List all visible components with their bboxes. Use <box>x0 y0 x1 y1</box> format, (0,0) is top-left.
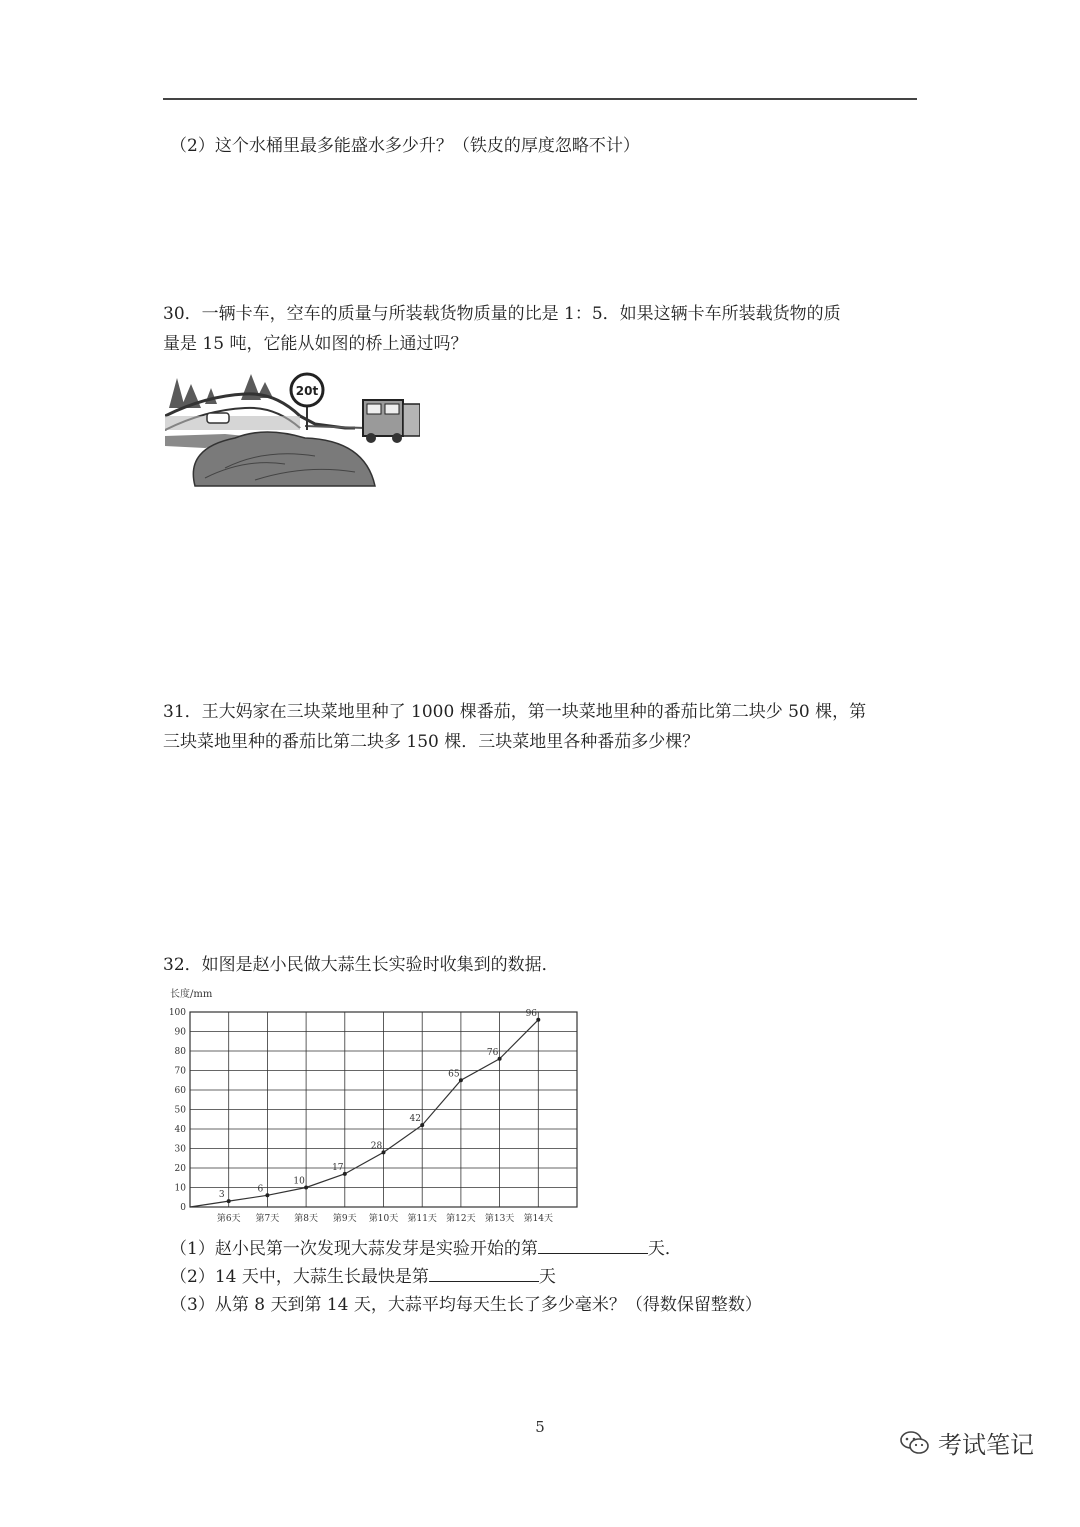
chart-data-label: 76 <box>486 1047 499 1058</box>
chart-xtick-label: 第10天 <box>368 1214 399 1224</box>
chart-xtick-label: 第14天 <box>523 1214 554 1224</box>
q32-sub2-text-a: （2）14 天中，大蒜生长最快是第 <box>170 1267 429 1287</box>
q32-stem: 32．如图是赵小民做大蒜生长实验时收集到的数据． <box>163 955 559 975</box>
q30-line2: 量是 15 吨，它能从如图的桥上通过吗？ <box>163 334 468 354</box>
chart-xtick-label: 第11天 <box>407 1214 437 1224</box>
q29-sub2: （2）这个水桶里最多能盛水多少升？（铁皮的厚度忽略不计） <box>170 136 640 156</box>
q32-sub1 <box>170 1236 682 1262</box>
q32-sub3: （3）从第 8 天到第 14 天，大蒜平均每天生长了多少毫米？（得数保留整数） <box>170 1295 762 1315</box>
chart-ytick-label: 30 <box>174 1144 186 1155</box>
chart-ytick-label: 60 <box>174 1086 186 1096</box>
q32-sub2-text-b: 天 <box>538 1267 556 1287</box>
chart-xtick-label: 第8天 <box>294 1214 318 1224</box>
chart-ytick-label: 100 <box>168 1008 186 1018</box>
truck-icon <box>363 400 420 443</box>
chart-data-label: 65 <box>448 1069 460 1080</box>
chart-point <box>265 1193 269 1197</box>
watermark-text: 考试笔记 <box>938 1431 1034 1459</box>
q32-sub1-text-b: 天． <box>647 1239 682 1259</box>
wechat-icon <box>900 1430 930 1456</box>
chart-xtick-label: 第9天 <box>332 1214 357 1224</box>
chart-xtick-label: 第13天 <box>484 1214 515 1224</box>
q31-line1: 31．王大妈家在三块菜地里种了 1000 棵番茄，第一块菜地里种的番茄比第二块少 50 棵，第 <box>163 702 867 722</box>
chart-ylabel: 长度/mm <box>170 989 213 1000</box>
chart-ytick-label: 10 <box>174 1183 186 1194</box>
page-number: 5 <box>535 1418 545 1436</box>
q32-sub2 <box>170 1264 556 1290</box>
chart-data-labels <box>219 1009 537 1200</box>
chart-yticks <box>169 1008 186 1213</box>
chart-data-label: 28 <box>370 1141 383 1152</box>
q31-line2: 三块菜地里种的番茄比第二块多 150 棵．三块菜地里各种番茄多少棵？ <box>163 732 700 752</box>
watermark <box>900 1425 1034 1460</box>
chart-ytick-label: 0 <box>180 1203 186 1213</box>
chart-data-label: 17 <box>332 1162 344 1173</box>
chart-xticks <box>217 1212 553 1224</box>
header-rule <box>163 98 917 100</box>
chart-data-label: 96 <box>525 1008 538 1019</box>
chart-xtick-label: 第12天 <box>446 1214 476 1224</box>
chart-data-label: 3 <box>218 1190 225 1201</box>
chart-point <box>227 1199 231 1203</box>
sign-text: 20t <box>295 384 319 398</box>
chart-ytick-label: 80 <box>174 1047 186 1057</box>
bridge-illustration <box>165 368 420 488</box>
q32-sub1-text-a: （1）赵小民第一次发现大蒜发芽是实验开始的第 <box>170 1239 538 1259</box>
chart-xtick-label: 第6天 <box>216 1214 241 1224</box>
garlic-growth-chart <box>160 985 590 1230</box>
chart-ytick-label: 50 <box>174 1105 186 1116</box>
chart-ytick-label: 70 <box>174 1066 186 1077</box>
chart-ytick-label: 40 <box>174 1125 186 1135</box>
chart-ytick-label: 20 <box>174 1164 186 1174</box>
chart-xtick-label: 第7天 <box>255 1214 280 1224</box>
q32-sub1-blank[interactable] <box>538 1237 648 1254</box>
chart-ytick-label: 90 <box>174 1027 186 1038</box>
chart-data-label: 6 <box>257 1184 264 1195</box>
q30-line1: 30．一辆卡车，空车的质量与所装载货物质量的比是 1：5．如果这辆卡车所装载货物的质 <box>163 304 841 324</box>
chart-grid <box>190 1012 577 1207</box>
chart-data-label: 42 <box>409 1114 421 1125</box>
q32-sub2-blank[interactable] <box>429 1265 539 1282</box>
chart-data-label: 10 <box>293 1176 305 1187</box>
